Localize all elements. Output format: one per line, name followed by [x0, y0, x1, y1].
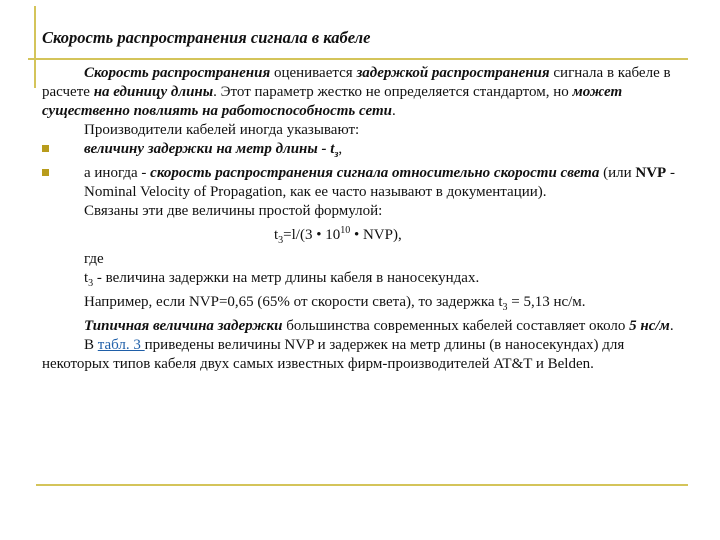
term-propagation-speed: Скорость распространения — [84, 65, 271, 81]
bottom-divider — [36, 484, 688, 486]
slide-body — [42, 64, 692, 374]
accent-vertical-rule — [34, 6, 36, 88]
text-fragment: . — [391, 103, 396, 119]
title-divider — [28, 58, 688, 60]
paragraph-manufacturers: Производители кабелей иногда указывают: — [84, 122, 360, 138]
text-fragment: = 5,13 нс/м. — [507, 294, 586, 310]
text-fragment: , — [338, 141, 343, 157]
text-fragment: . Этот параметр жестко не определяется стандартом, но — [213, 84, 573, 100]
text-fragment: приведены величины NVP и задержек на метр длины (в наносекундах) для некоторых типов кабеля двух самых известных фирм-производителей AT&T и Belden. — [42, 337, 625, 372]
paragraph-propagation-speed — [42, 64, 692, 121]
page-title: Скорость распространения сигнала в кабеле — [42, 28, 371, 47]
text-fragment: t — [84, 270, 89, 286]
formula — [42, 221, 692, 250]
formula-part: • NVP), — [350, 227, 402, 243]
term-typical-delay: Типичная величина задержки — [84, 318, 283, 334]
bullet-text: величину задержки на метр длины - t — [84, 141, 335, 157]
text-fragment: В — [84, 337, 98, 353]
paragraph-formula-intro: Связаны эти две величины простой формулой: — [84, 203, 383, 219]
text-fragment: - величина задержки на метр длины кабеля в наносекундах. — [93, 270, 480, 286]
text-fragment: сигнала в кабеле в расчете — [42, 65, 671, 100]
text-fragment: Например, если NVP=0,65 (65% от скорости света), то задержка t — [84, 294, 503, 310]
text-fragment: а иногда - — [84, 165, 151, 181]
paragraph-typical-delay — [42, 317, 692, 336]
paragraph-definition — [42, 269, 692, 293]
paragraph-table-reference — [42, 336, 692, 374]
text-fragment: большинства современных кабелей составляет около — [282, 318, 630, 334]
text-fragment: - Nominal Velocity of Propagation, как ее часто называют в документации). — [84, 165, 675, 200]
table-3-link[interactable]: табл. 3 — [97, 337, 145, 353]
formula-part: t — [274, 227, 279, 243]
square-bullet-icon — [42, 145, 49, 152]
text-fragment: . — [669, 318, 674, 334]
term-value: 5 нс/м — [629, 318, 670, 334]
superscript: 10 — [340, 225, 351, 236]
formula-part: =l/(3 • 10 — [283, 227, 341, 243]
subscript: 3 — [88, 278, 94, 289]
term-propagation-delay: задержкой распространения — [356, 65, 550, 81]
subscript: з — [334, 149, 339, 160]
term-network-impact: может существенно повлиять на работоспособность сети — [42, 84, 623, 119]
bullet-item-nvp — [42, 164, 692, 202]
term-nvp: NVP — [635, 165, 667, 181]
subscript: 3 — [278, 235, 284, 246]
text-fragment: оценивается — [270, 65, 357, 81]
bullet-item-delay — [42, 140, 692, 164]
term-per-unit-length: на единицу длины — [93, 84, 214, 100]
paragraph-where: где — [84, 251, 104, 267]
text-fragment: (или — [599, 165, 636, 181]
paragraph-example — [42, 293, 692, 317]
square-bullet-icon — [42, 169, 49, 176]
term-relative-speed: скорость распространения сигнала относительно скорости света — [150, 165, 600, 181]
subscript: 3 — [502, 302, 508, 313]
